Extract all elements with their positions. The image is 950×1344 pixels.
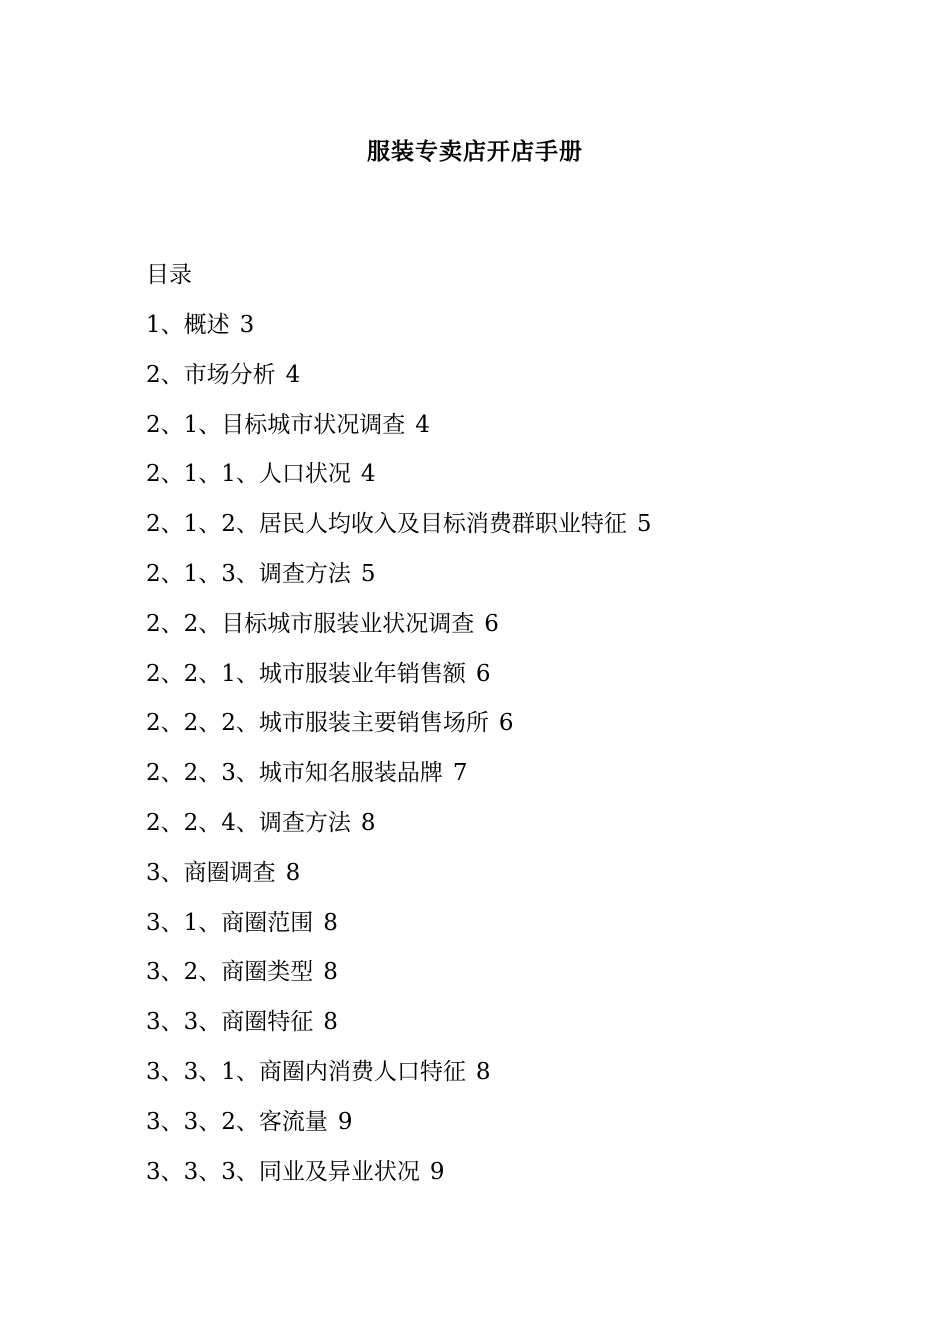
toc-item-page: 8 [323, 909, 338, 936]
toc-item-page: 8 [323, 959, 338, 986]
toc-item [146, 357, 652, 407]
toc-item [146, 755, 652, 805]
toc-item-page: 6 [475, 660, 491, 687]
toc-item-page: 6 [484, 610, 499, 637]
toc-item [146, 1004, 652, 1054]
toc-item [146, 1104, 652, 1154]
toc-item-label: 2、2、1、城市服装业年销售额 [146, 660, 466, 687]
toc-item-label: 3、3、3、同业及异业状况 [146, 1158, 420, 1185]
toc-item-label: 3、3、2、客流量 [146, 1108, 328, 1135]
toc-item [146, 656, 652, 706]
toc-item [146, 805, 652, 855]
toc-item [146, 1154, 652, 1204]
toc-item-page: 4 [415, 411, 430, 438]
toc-item-page: 4 [285, 361, 301, 388]
toc-item [146, 1054, 652, 1104]
toc-item-page: 6 [498, 710, 514, 737]
toc-item-label: 1、概述 [146, 312, 230, 338]
table-of-contents [146, 307, 652, 1203]
toc-item-label: 2、市场分析 [146, 361, 276, 388]
toc-item-label: 3、商圈调查 [146, 859, 276, 886]
toc-item-page: 9 [337, 1108, 353, 1135]
toc-item [146, 307, 652, 357]
document-title: 服装专卖店开店手册 [367, 138, 583, 165]
toc-item-page: 9 [429, 1158, 445, 1185]
toc-heading: 目录 [146, 262, 192, 288]
toc-item-label: 3、3、商圈特征 [146, 1009, 314, 1036]
toc-item-page: 8 [360, 809, 376, 836]
toc-item-page: 8 [323, 1009, 338, 1036]
toc-item-label: 3、2、商圈类型 [146, 959, 314, 986]
toc-item-label: 2、1、2、居民人均收入及目标消费群职业特征 [146, 511, 627, 538]
toc-item [146, 407, 652, 457]
toc-item-label: 2、2、目标城市服装业状况调查 [146, 610, 475, 637]
toc-item-label: 2、2、4、调查方法 [146, 809, 351, 836]
toc-item-label: 3、1、商圈范围 [146, 909, 314, 936]
toc-item-page: 3 [239, 312, 255, 338]
toc-item [146, 954, 652, 1004]
toc-item-page: 8 [475, 1058, 491, 1085]
toc-item-label: 2、1、1、人口状况 [146, 461, 351, 488]
toc-item [146, 456, 652, 506]
toc-item [146, 705, 652, 755]
toc-item [146, 905, 652, 955]
toc-item [146, 556, 652, 606]
toc-item-label: 3、3、1、商圈内消费人口特征 [146, 1058, 466, 1085]
toc-item-label: 2、1、3、调查方法 [146, 560, 351, 587]
toc-item [146, 855, 652, 905]
toc-item [146, 506, 652, 556]
toc-item-page: 4 [360, 461, 376, 488]
toc-item-page: 5 [360, 560, 376, 587]
toc-item-label: 2、2、3、城市知名服装品牌 [146, 760, 443, 787]
toc-item-page: 5 [636, 511, 652, 538]
toc-item-page: 8 [285, 859, 301, 886]
toc-item-label: 2、1、目标城市状况调查 [146, 411, 406, 438]
toc-item-label: 2、2、2、城市服装主要销售场所 [146, 710, 489, 737]
toc-item [146, 606, 652, 656]
toc-item-page: 7 [452, 760, 468, 787]
